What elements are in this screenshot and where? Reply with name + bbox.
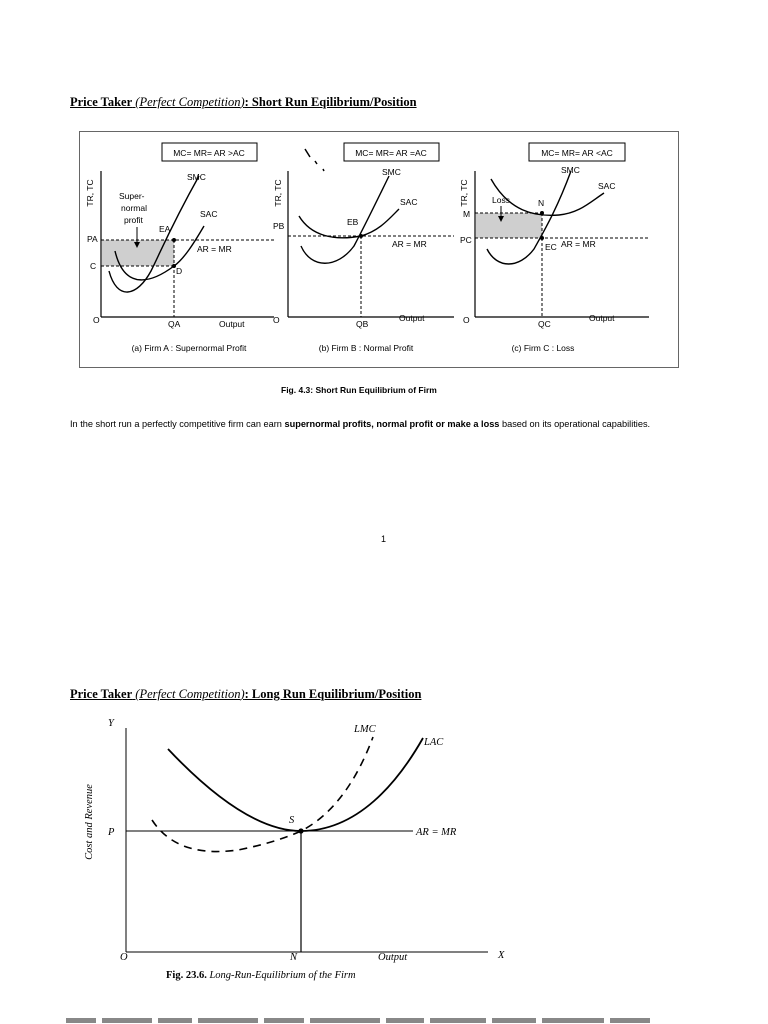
x-axis-letter: X: [498, 950, 505, 961]
y-axis-label-b: TR, TC: [273, 179, 283, 207]
origin-label-b: O: [273, 315, 280, 325]
origin-label-c: O: [463, 315, 470, 325]
lac-curve: [168, 738, 423, 831]
point-n-c: N: [538, 198, 545, 208]
smc-label-b: SMC: [382, 167, 401, 177]
smc-label-a: SMC: [187, 172, 206, 182]
y-axis-title: Cost and Revenue: [84, 784, 95, 860]
y-axis-label-c: TR, TC: [459, 179, 469, 207]
loss-area: [476, 213, 542, 238]
cut-off-text-line: [66, 1014, 686, 1024]
ar-mr-label-b: AR = MR: [392, 239, 427, 249]
quantity-label-a: QA: [168, 319, 181, 329]
output-label-c: Output: [589, 313, 615, 323]
output-label-a: Output: [219, 319, 245, 329]
figure-caption-short-run: Fig. 4.3: Short Run Equilibrium of Firm: [281, 385, 437, 395]
output-label-b: Output: [399, 313, 425, 323]
condition-box-a: MC= MR= AR >AC: [173, 148, 245, 158]
origin-label: O: [120, 952, 128, 963]
equilibrium-s-label: S: [289, 815, 295, 826]
ar-mr-label-c: AR = MR: [561, 239, 596, 249]
lac-label: LAC: [424, 737, 444, 748]
panel-title-b: (b) Firm B : Normal Profit: [318, 343, 414, 353]
body-paragraph: In the short run a perfectly competitive firm can earn supernormal profits, normal profit or make a loss based on its operational capabilities.: [70, 419, 651, 429]
annotation-a-3: profit: [124, 215, 143, 225]
quantity-n-label: N: [290, 952, 298, 963]
section-heading-long-run: Price Taker (Perfect Competition): Long Run Equilibrium/Position: [70, 687, 422, 701]
ar-mr-label-a: AR = MR: [197, 244, 232, 254]
smc-label-c: SMC: [561, 165, 580, 175]
cost-label-a: C: [90, 261, 97, 271]
condition-box-c: MC= MR= AR <AC: [541, 148, 613, 158]
annotation-a-2: normal: [121, 203, 147, 213]
output-label: Output: [378, 952, 408, 963]
figure-caption-long-run: Fig. 23.6. Long-Run-Equilibrium of the Firm: [166, 970, 356, 981]
quantity-label-c: QC: [538, 319, 551, 329]
ar-mr-label: AR = MR: [416, 827, 457, 838]
point-e-a: EA: [159, 224, 171, 234]
section-heading-short-run: Price Taker (Perfect Competition): Short Run Eqilibrium/Position: [70, 95, 417, 109]
quantity-label-b: QB: [356, 319, 369, 329]
lmc-label: LMC: [354, 724, 376, 735]
price-label-c: PC: [460, 235, 472, 245]
page-number: 1: [381, 534, 387, 544]
annotation-a-1: Super-: [119, 191, 145, 201]
point-e-b: EB: [347, 217, 359, 227]
sac-label-a: SAC: [200, 209, 218, 219]
sac-label-b: SAC: [400, 197, 418, 207]
point-e-c: EC: [545, 242, 557, 252]
annotation-loss: Loss: [492, 195, 510, 205]
price-label: P: [108, 827, 115, 838]
short-run-equilibrium-figure: [79, 131, 679, 369]
sac-label-c: SAC: [598, 181, 616, 191]
long-run-equilibrium-figure: [78, 712, 518, 987]
panel-title-a: (a) Firm A : Supernormal Profit: [131, 343, 247, 353]
point-d-a: D: [176, 266, 183, 276]
origin-label-a: O: [93, 315, 100, 325]
panel-title-c: (c) Firm C : Loss: [511, 343, 575, 353]
lmc-curve: [152, 737, 373, 852]
price-label-a: PA: [87, 234, 98, 244]
y-axis-letter: Y: [108, 718, 114, 729]
condition-box-b: MC= MR= AR =AC: [355, 148, 427, 158]
cost-label-c: M: [463, 209, 471, 219]
y-axis-label-a: TR, TC: [85, 179, 95, 207]
price-label-b: PB: [273, 221, 285, 231]
